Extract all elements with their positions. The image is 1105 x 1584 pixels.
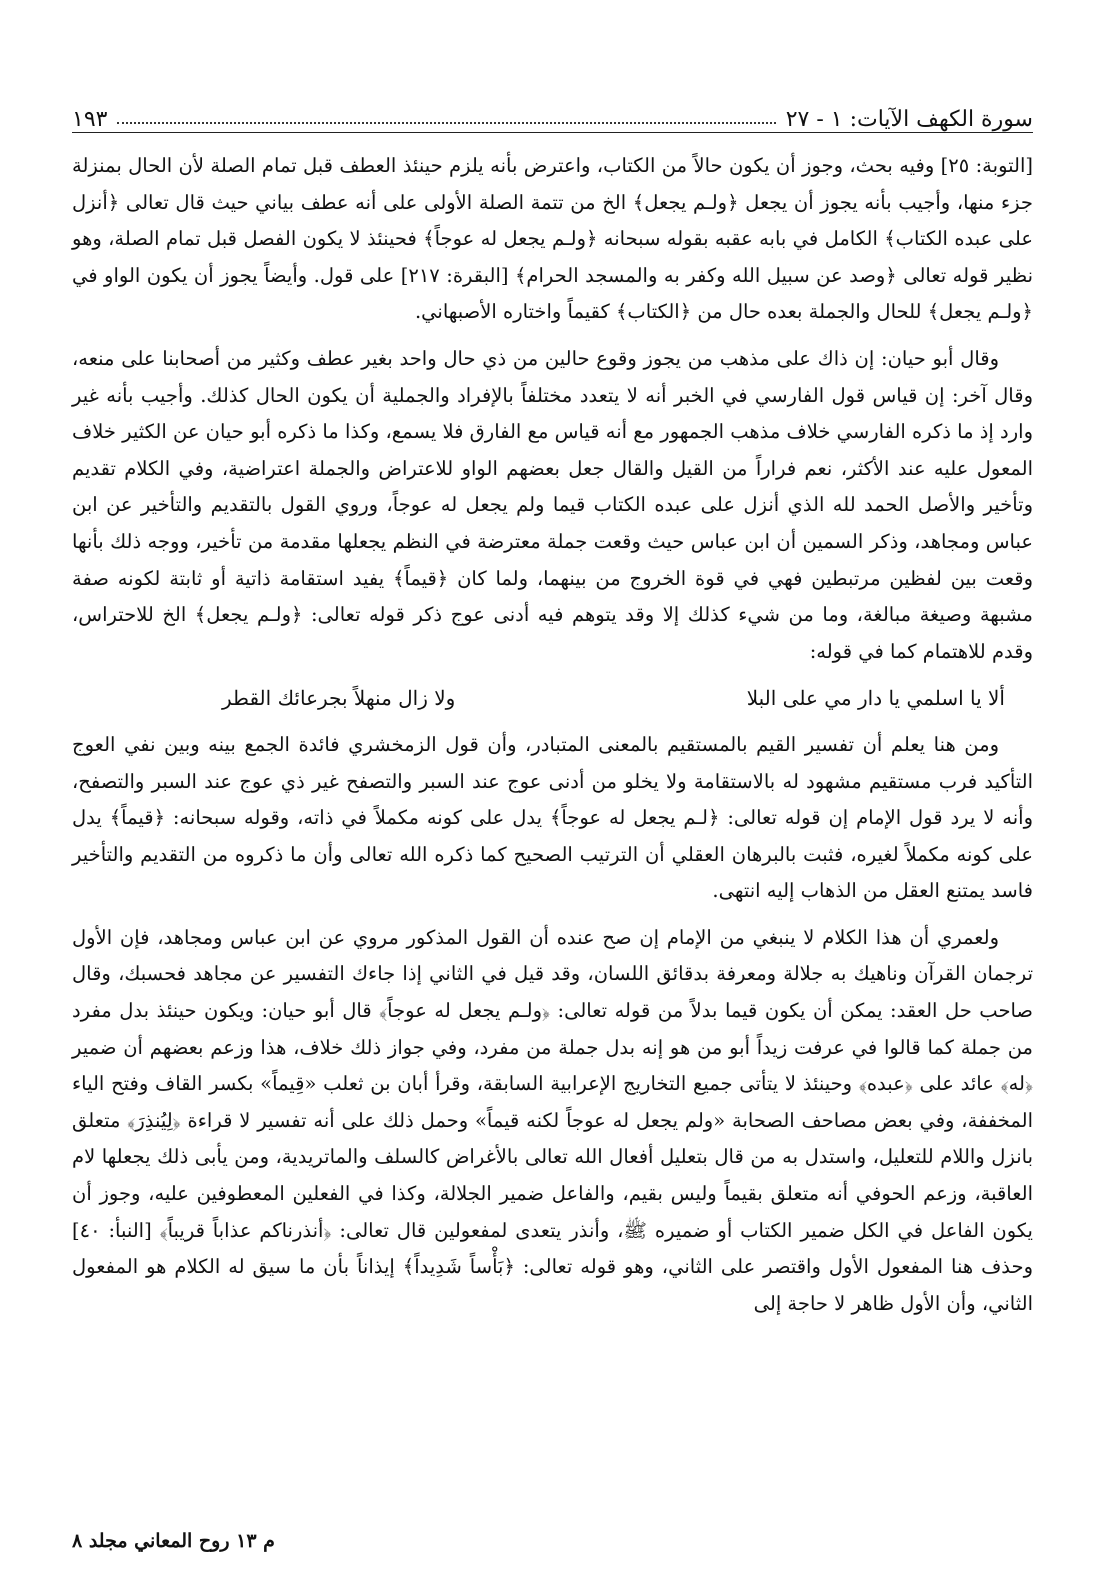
signature-text: م ١٣ روح المعاني مجلد ٨ — [72, 1530, 275, 1552]
surah-title: سورة الكهف الآيات: ١ - ٢٧ — [785, 107, 1033, 132]
running-header — [72, 92, 1033, 133]
signature-mark — [72, 1530, 1033, 1552]
paragraph: ومن هنا يعلم أن تفسير القيم بالمستقيم بالمعنى المتبادر، وأن قول الزمخشري فائدة الجمع بينه وبين نفي العوج التأكيد فرب مستقيم مشهود له بالاستقامة ولا يخلو من أدنى عوج عند السبر والتصفح غير ذي عوج عند السبر والتصفح، وأنه لا يرد قول الإمام إن قوله تعالى: ﴿لـم يجعل له عوجاً﴾ يدل على كونه مكملاً في ذاته، وقوله سبحانه: ﴿قيماً﴾ يدل على كونه مكملاً لغيره، فثبت بالبرهان العقلي أن الترتيب الصحيح كما ذكره الله تعالى وأن ما ذكروه من التقديم والتأخير فاسد يمتنع العقل من الذهاب إليه انتهى. — [72, 732, 1033, 903]
page-number: ١٩٣ — [72, 107, 108, 132]
paragraph: وقال أبو حيان: إن ذاك على مذهب من يجوز وقوع حالين من ذي حال واحد بغير عطف وكثير من أصحابنا على منعه، وقال آخر: إن قياس قول الفارسي في الخبر أنه لا يتعدد مختلفاً بالإفراد والجملية أن يكون الحال كذلك. وأجيب بأنه غير وارد إذ ما ذكره الفارسي خلاف مذهب الجمهور مع أنه قياس مع الفارق فلا يسمع، وكذا ما ذكره أبو حيان عن الكثير خلاف المعول عليه عند الأكثر، نعم فراراً من القيل والقال جعل بعضهم الواو للاعتراض والجملة اعتراضية، وفي الكلام تقديم وتأخير والأصل الحمد لله الذي أنزل على عبده الكتاب قيما ولم يجعل له عوجاً، وروي القول بالتقديم والتأخير عن ابن عباس ومجاهد، وذكر السمين أن ابن عباس حيث وقعت جملة معترضة في النظم يجعلها مقدمة من تأخير، ووجه ذلك بأنها وقعت بين لفظين مرتبطين فهي في قوة الخروج من بينهما، ولما كان ﴿قيماً﴾ يفيد استقامة ذاتية أو ثابتة لكونه صفة مشبهة وصيغة مبالغة، وما من شيء كذلك إلا وقد يتوهم فيه أدنى عوج ذكر قوله تعالى: ﴿ولـم يجعل﴾ الخ للاحتراس، وقدم للاهتمام كما في قوله: — [72, 346, 1033, 663]
paragraph: [التوبة: ٢٥] وفيه بحث، وجوز أن يكون حالاً من الكتاب، واعترض بأنه يلزم حينئذ العطف قبل تمام الصلة لأن الحال بمنزلة جزء منها، وأجيب بأنه يجوز أن يجعل ﴿ولـم يجعل﴾ الخ من تتمة الصلة الأولى على أنه عطف بياني حيث قال تعالى ﴿أنزل على عبده الكتاب﴾ الكامل في بابه عقبه بقوله سبحانه ﴿ولـم يجعل له عوجاً﴾ فحينئذ لا يكون الفصل قبل تمام الصلة، وهو نظير قوله تعالى ﴿وصد عن سبيل الله وكفر به والمسجد الحرام﴾ [البقرة: ٢١٧] على قول. وأيضاً يجوز أن يكون الواو في ﴿ولـم يجعل﴾ للحال والجملة بعده حال من ﴿الكتاب﴾ كقيماً واختاره الأصبهاني. — [72, 154, 1034, 324]
paragraph: ولعمري أن هذا الكلام لا ينبغي من الإمام إن صح عنده أن القول المذكور مروي عن ابن عباس ومجاهد، فإن الأول ترجمان القرآن وناهيك به جلالة ومعرفة بدقائق اللسان، وقد قيل في الثاني إذا جاءك التفسير عن مجاهد فحسبك، وقال صاحب حل العقد: يمكن أن يكون قيما بدلاً من قوله تعالى: ﴿ولـم يجعل له عوجاً﴾ قال أبو حيان: ويكون حينئذ بدل مفرد من جملة كما قالوا في عرفت زيداً أبو من هو إنه بدل جملة من مفرد، وفي جواز ذلك خلاف، هذا وزعم بعضهم أن ضمير ﴿له﴾ عائد على ﴿عبده﴾ وحينئذ لا يتأتى جميع التخاريج الإعرابية السابقة، وقرأ أبان بن ثعلب «قِيماً» بكسر القاف وفتح الياء المخففة، وفي بعض مصاحف الصحابة «ولم يجعل له عوجاً لكنه قيماً» وحمل ذلك على أنه تفسير لا قراءة ﴿لِيُنذِرَ﴾ متعلق بانزل واللام للتعليل، واستدل به من قال بتعليل أفعال الله تعالى بالأغراض كالسلف والماتريدية، ومن يأبى ذلك يجعلها لام العاقبة، وزعم الحوفي أنه متعلق بقيماً وليس بقيم، والفاعل ضمير الجلالة، وكذا في الفعلين المعطوفين عليه، وجوز أن يكون الفاعل في الكل ضمير الكتاب أو ضميره ﷺ، وأنذر يتعدى لمفعولين قال تعالى: ﴿أنذرناكم عذاباً قريباً﴾ [النبأ: ٤٠] وحذف هنا المفعول الأول واقتصر على الثاني، وهو قوله تعالى: ﴿بَأْساً شَدِيداً﴾ إيذاناً بأن ما سيق له الكلام هو المفعول الثاني، وأن الأول ظاهر لا حاجة إلى — [72, 925, 1033, 1315]
commentary-body — [72, 148, 1033, 1332]
poetry-verse — [72, 680, 1033, 717]
verse-second-hemistich: ولا زال منهلاً بجرعائك القطر — [222, 686, 456, 711]
dotted-leader — [117, 122, 775, 124]
verse-first-hemistich: ألا يا اسلمي يا دار مي على البلا — [746, 686, 1005, 711]
